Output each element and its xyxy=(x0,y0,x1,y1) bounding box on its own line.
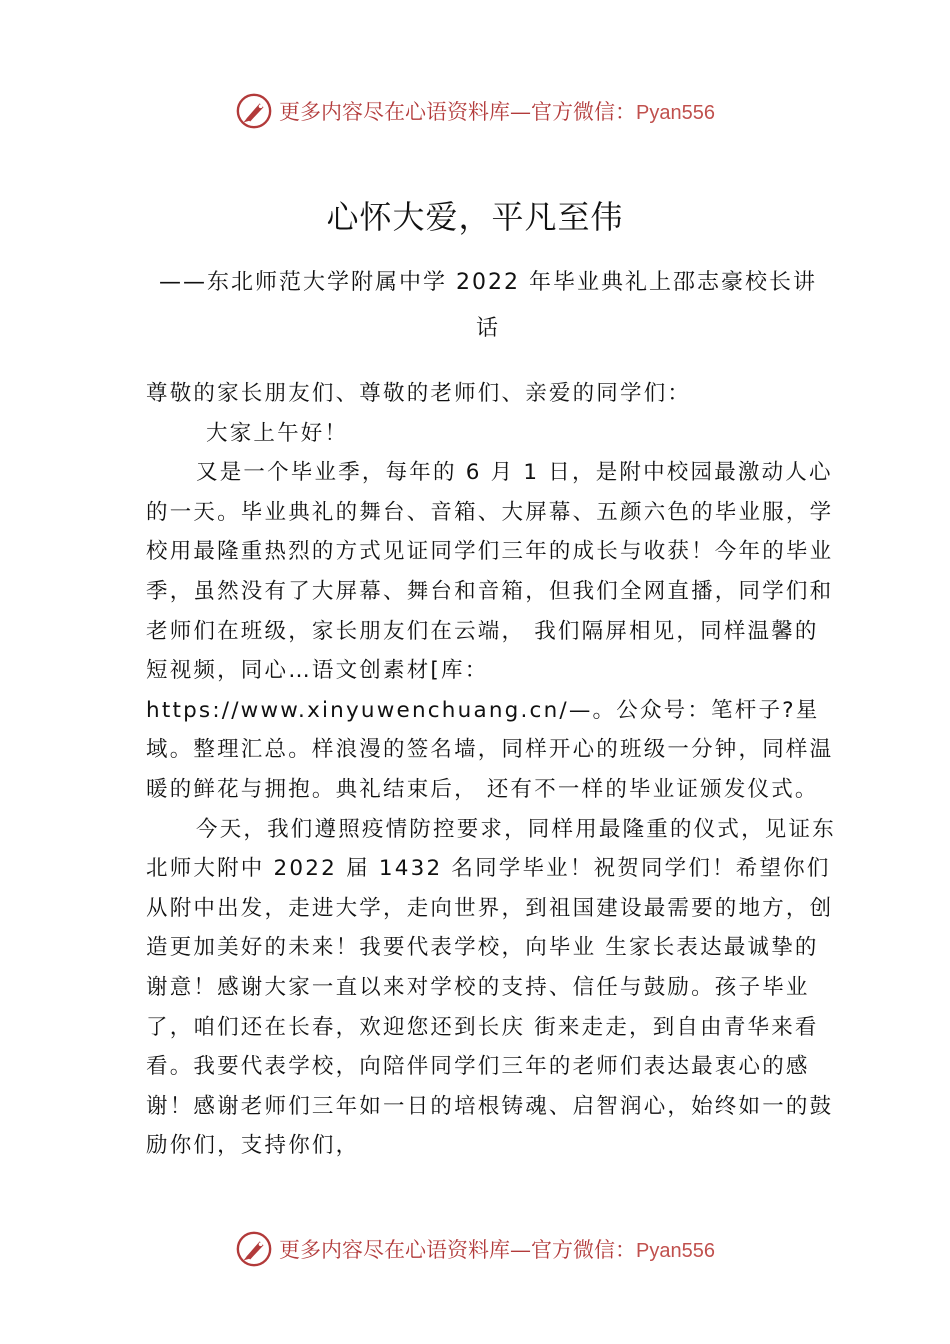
wechat-id: Pyan556 xyxy=(636,1240,715,1262)
banner-text xyxy=(279,1234,715,1264)
paragraph: 今天，我们遵照疫情防控要求，同样用最隆重的仪式，见证东北师大附中 2022 届 1432 名同学毕业！祝贺同学们！希望你们从附中出发，走进大学，走向世界，到祖国建设最需要的地方，创造更加美好的未来！我要代表学校，向毕业 生家长表达最诚挚的谢意！感谢大家一直以来对学校的支持、信任与鼓励。孩子毕业了，咱们还在长春，欢迎您还到长庆 街来走走，到自由青华来看看。我要代表学校，向陪伴同学们三年的老师们表达最衷心的感谢！感谢老师们三年如一日的培根铸魂、启智润心，始终如一的鼓励你们，支持你们， xyxy=(146,816,836,1159)
header-banner xyxy=(0,92,950,130)
banner-text xyxy=(279,96,715,126)
banner-label: 更多内容尽在心语资料库—官方微信： xyxy=(279,1238,637,1262)
document-title: 心怀大爱，平凡至伟 xyxy=(326,198,624,236)
document-subtitle: ——东北师范大学附属中学 2022 年毕业典礼上邵志豪校长讲话 xyxy=(159,270,817,341)
paragraph: 又是一个毕业季，每年的 6 月 1 日，是附中校园最激动人心的一天。毕业典礼的舞台、音箱、大屏幕、五颜六色的毕业服，学校用最隆重热烈的方式见证同学们三年的成长与收获！今年的毕业季，虽然没有了大屏幕、舞台和音箱，但我们全网直播，同学们和老师们在班级，家长朋友们在云端， 我们隔屏相见，同样温馨的短视频，同心…语文创素材[库：https://www.xinyuwenchuang.cn/—。公众号：笔杆子?星域。整理汇总。样浪漫的签名墙，同样开心的班级一分钟，同样温暖的鲜花与拥抱。典礼结束后， 还有不一样的毕业证颁发仪式。 xyxy=(146,460,834,802)
document-body xyxy=(146,374,836,1166)
banner-label: 更多内容尽在心语资料库—官方微信： xyxy=(279,100,637,124)
pen-nib-logo-icon xyxy=(235,92,273,130)
greeting: 大家上午好！ xyxy=(206,420,349,446)
salutation: 尊敬的家长朋友们、尊敬的老师们、亲爱的同学们： xyxy=(146,381,692,406)
pen-nib-logo-icon xyxy=(235,1230,273,1268)
wechat-id: Pyan556 xyxy=(636,102,715,124)
footer-banner xyxy=(0,1230,950,1268)
